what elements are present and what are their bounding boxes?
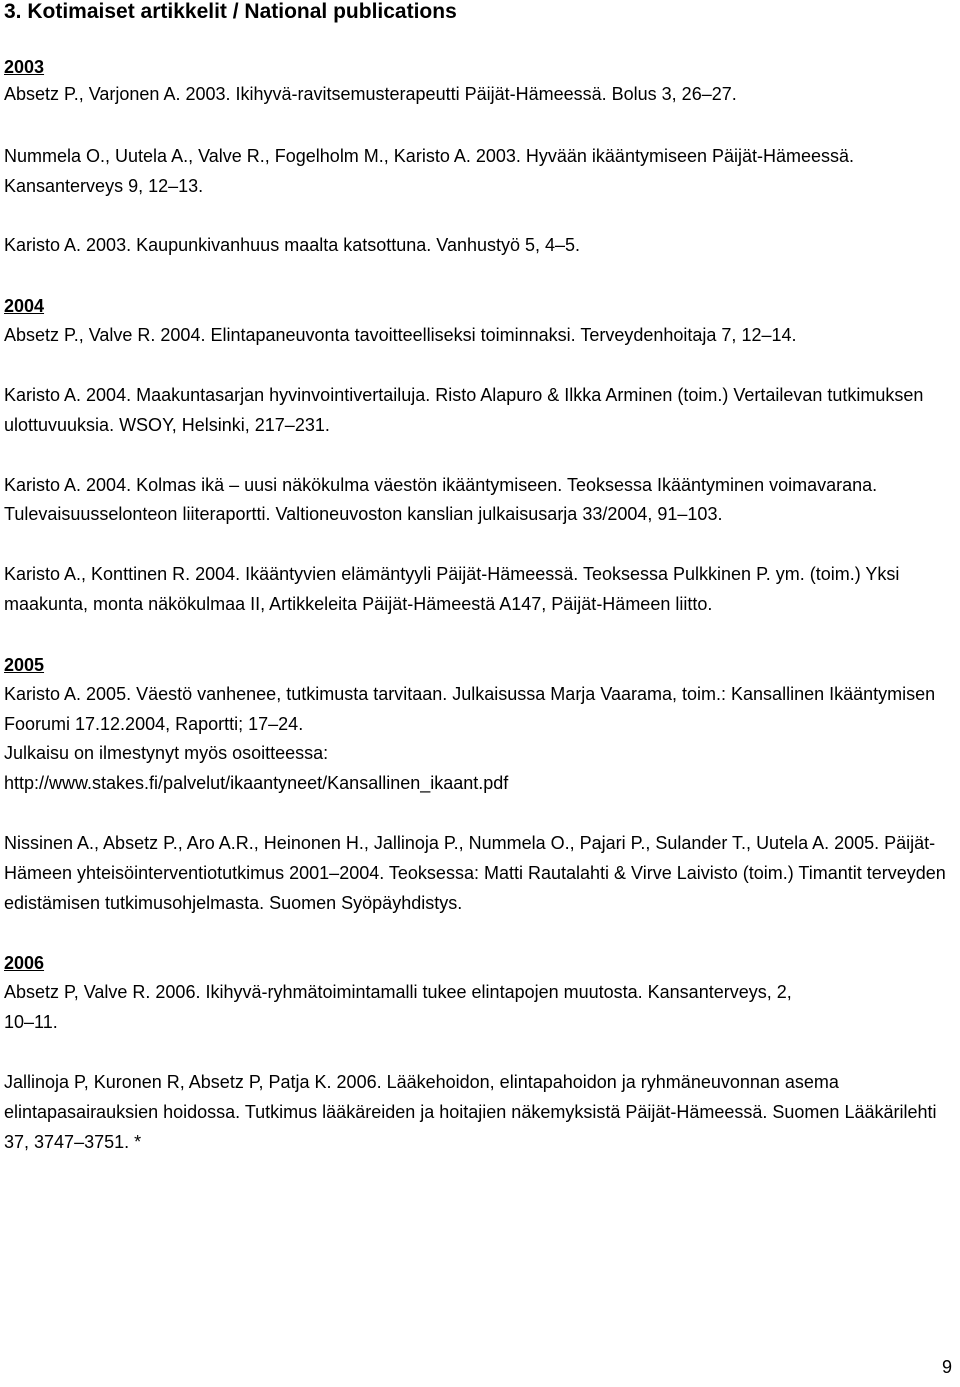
year-heading-2005: 2005 <box>4 654 45 675</box>
page-number: 9 <box>941 1357 952 1377</box>
reference-entry: Karisto A. 2004. Kolmas ikä – uusi näkökulma väestön ikääntymiseen. Teoksessa Ikääntyminen voimavarana. Tulevaisuusselonteon liiteraportti. Valtioneuvoston kanslian julkaisusarja 33/2004, 91–103. <box>4 474 878 525</box>
section-heading: 3. Kotimaiset artikkelit / National publications <box>4 0 457 23</box>
reference-entry: Nummela O., Uutela A., Valve R., Fogelholm M., Karisto A. 2003. Hyvään ikääntymiseen Päijät-Hämeessä. Kansanterveys 9, 12–13. <box>4 145 855 196</box>
year-heading-2003: 2003 <box>4 57 45 77</box>
reference-entry: Nissinen A., Absetz P., Aro A.R., Heinonen H., Jallinoja P., Nummela O., Pajari P., Sulander T., Uutela A. 2005. Päijät-Hämeen yhteisöinterventiotutkimus 2001–2004. Teoksessa: Matti Rautalahti & Virve Laivisto (toim.) Timantit terveyden edistämisen tutkimusohjelmasta. Suomen Syöpäyhdistys. <box>4 832 946 913</box>
reference-entry: Karisto A. 2005. Väestö vanhenee, tutkimusta tarvitaan. Julkaisussa Marja Vaarama, toim.: Kansallinen Ikääntymisen Foorumi 17.12.2004, Raportti; 17–24. <box>4 683 936 734</box>
reference-entry: Absetz P., Varjonen A. 2003. Ikihyvä-ravitsemusterapeutti Päijät-Hämeessä. Bolus 3, 26–27. <box>4 84 737 104</box>
reference-entry: Absetz P., Valve R. 2004. Elintapaneuvonta tavoitteelliseksi toiminnaksi. Terveydenhoitaja 7, 12–14. <box>4 325 797 346</box>
reference-entry: Karisto A. 2003. Kaupunkivanhuus maalta katsottuna. Vanhustyö 5, 4–5. <box>4 235 581 256</box>
year-heading-2004: 2004 <box>4 296 45 317</box>
reference-entry: Karisto A. 2004. Maakuntasarjan hyvinvointivertailuja. Risto Alapuro & Ilkka Arminen (toim.) Vertailevan tutkimuksen ulottuvuuksia. WSOY, Helsinki, 217–231. <box>4 384 924 435</box>
reference-entry: Absetz P, Valve R. 2006. Ikihyvä-ryhmätoimintamalli tukee elintapojen muutosta. Kansanterveys, 2, 10–11. <box>4 982 792 1033</box>
reference-url: http://www.stakes.fi/palvelut/ikaantyneet/Kansallinen_ikaant.pdf <box>4 773 509 794</box>
reference-entry: Jallinoja P, Kuronen R, Absetz P, Patja K. 2006. Lääkehoidon, elintapahoidon ja ryhmäneuvonnan asema elintapasairauksien hoidossa. Tutkimus lääkäreiden ja hoitajien näkemyksistä Päijät-Hämeessä. Suomen Lääkärilehti 37, 3747–3751. * <box>4 1071 937 1152</box>
reference-entry: Julkaisu on ilmestynyt myös osoitteessa: <box>4 743 329 764</box>
reference-entry: Karisto A., Konttinen R. 2004. Ikääntyvien elämäntyyli Päijät-Hämeessä. Teoksessa Pulkkinen P. ym. (toim.) Yksi maakunta, monta näkökulmaa II, Artikkeleita Päijät-Hämeestä A147, Päijät-Hämeen liitto. <box>4 564 900 614</box>
document-page <box>4 0 956 1157</box>
year-heading-2006: 2006 <box>4 953 45 974</box>
